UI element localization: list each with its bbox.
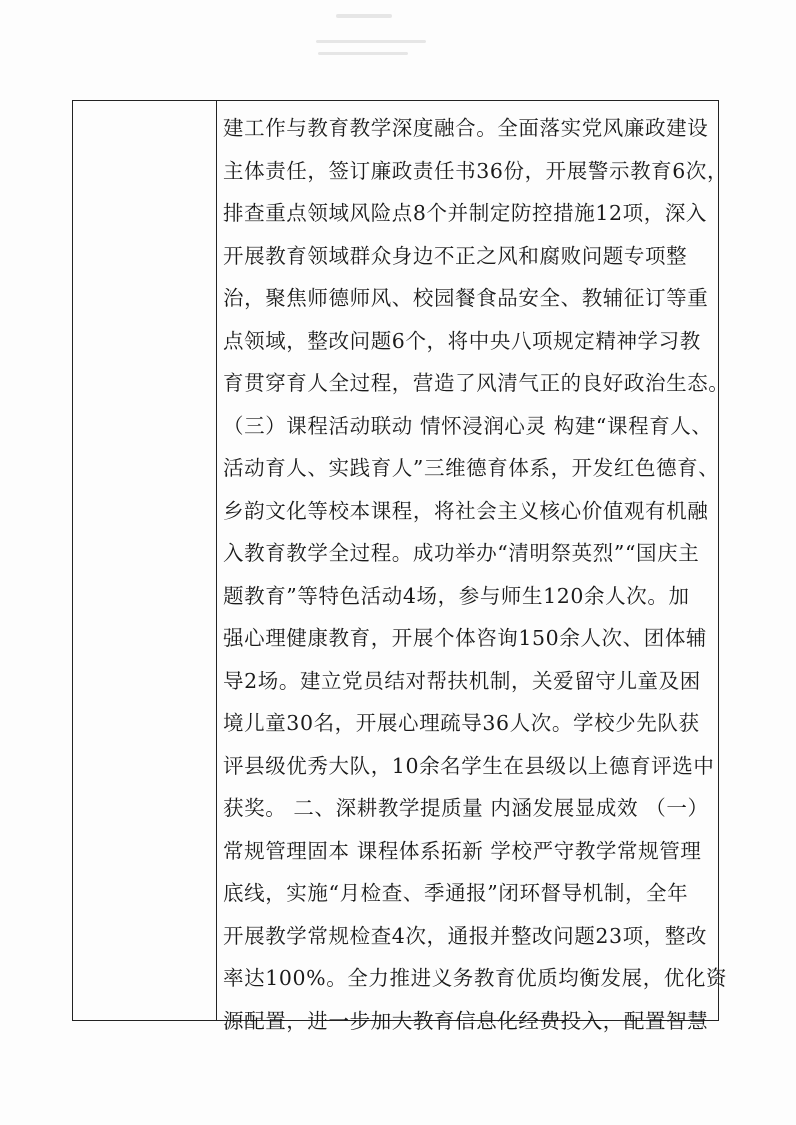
form-table: [72, 100, 730, 1033]
text-line: 乡韵文化等校本课程，将社会主义核心价值观有机融: [223, 498, 709, 523]
text-line: 主体责任，签订廉政责任书36份，开展警示教育6次，: [223, 158, 729, 183]
text-line: 建工作与教育教学深度融合。全面落实党风廉政建设: [223, 116, 709, 140]
text-line: 底线，实施“月检查、季通报”闭环督导机制，全年: [223, 881, 689, 905]
text-line: 点领域，整改问题6个，将中央八项规定精神学习教: [223, 328, 701, 353]
bleed-through-mark: [336, 14, 392, 18]
text-line: 导2场。建立党员结对帮扶机制，关爱留守儿童及困: [223, 668, 701, 693]
text-line: （三）课程活动联动 情怀浸润心灵 构建“课程育人、: [223, 413, 713, 438]
text-line: 育贯穿育人全过程，营造了风清气正的良好政治生态。: [223, 371, 730, 395]
text-line: 开展教学常规检查4次，通报并整改问题23项，整改: [223, 923, 708, 948]
text-line: 率达100%。全力推进义务教育优质均衡发展，优化资: [223, 966, 728, 990]
text-line: 入教育教学全过程。成功举办“清明祭英烈”“国庆主: [223, 541, 700, 565]
text-line: 境儿童30名，开展心理疏导36人次。学校少先队获: [223, 711, 700, 735]
text-line: 题教育”等特色活动4场，参与师生120余人次。加: [223, 583, 690, 608]
text-line: 活动育人、实践育人”三维德育体系，开发红色德育、: [223, 456, 720, 480]
text-line: 获奖。 二、深耕教学提质量 内涵发展显成效 （一）: [223, 796, 709, 820]
text-line: 治，聚焦师德师风、校园餐食品安全、教辅征订等重: [223, 286, 709, 310]
text-line: 评县级优秀大队，10余名学生在县级以上德育评选中: [223, 753, 715, 778]
text-line: 源配置，进一步加大教育信息化经费投入，配置智慧: [223, 1008, 709, 1033]
text-line: 强心理健康教育，开展个体咨询150余人次、团体辅: [223, 626, 708, 650]
bleed-through-mark: [318, 52, 408, 55]
text-line: 常规管理固本 课程体系拓新 学校严守教学常规管理: [223, 838, 702, 863]
text-line: 开展教育领域群众身边不正之风和腐败问题专项整: [223, 243, 688, 268]
text-line: 排查重点领域风险点8个并制定防控措施12项，深入: [223, 201, 708, 225]
content-text: [223, 107, 730, 1042]
bleed-through-mark: [316, 40, 426, 43]
label-cell: [73, 101, 217, 1020]
